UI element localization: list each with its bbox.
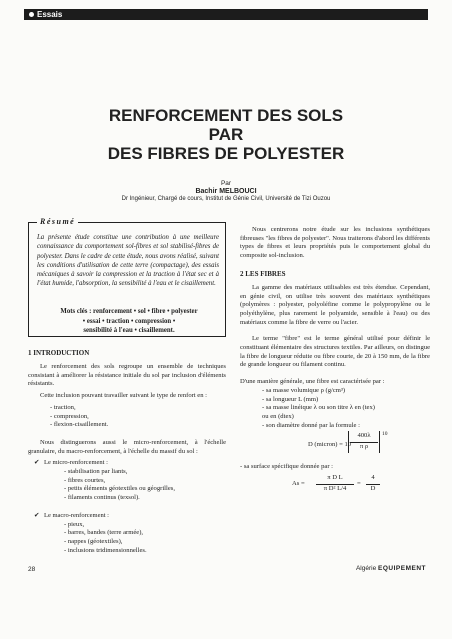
formula-numerator: π D L — [316, 474, 354, 485]
formula-fraction — [316, 474, 354, 493]
formula-equals: = — [357, 480, 361, 488]
left-column — [28, 348, 226, 555]
micro-reinforcement-label: ✔ Le micro-renforcement : — [34, 459, 108, 467]
page-number: 28 — [28, 566, 36, 573]
list-item: - flexion-cisaillement. — [50, 421, 109, 429]
right-column — [240, 226, 430, 496]
formula-exponent: 10 — [382, 431, 388, 438]
formula-lhs: As = — [292, 480, 305, 488]
fibres-intro-paragraph: Nous centrerons notre étude sur les inclusions synthétiques fibreuses "les fibres de polyester". Nous traiterons d'abord les différents types de fibres et leurs propriétés puis le comportement global du composite sol-inclusion. — [240, 226, 430, 260]
specific-surface-formula — [280, 472, 430, 496]
formula-fraction — [366, 474, 380, 493]
fibres-paragraph-3: D'une manière générale, une fibre est caractérisée par : — [240, 378, 385, 386]
list-item: - nappes (géotextiles), — [64, 537, 123, 545]
intro-paragraph-1: Le renforcement des sols regroupe un ensemble de techniques consistant à améliorer la résistance initiale du sol par inclusion d'éléments résistants. — [28, 363, 226, 388]
list-item: - stabilisation par liants, — [64, 468, 128, 476]
fibres-paragraph-2: Le terme "fibre" est le terme général utilisé pour définir le constituant élémentaire des structures textiles. Par ailleurs, on distingue la fibre de longueur réduite ou fibre courte, de 20 à 150 mm, de la fibre de grande longueur ou filament continu. — [240, 335, 430, 369]
diameter-formula — [280, 430, 430, 458]
keywords-line-2: • essai • traction • compression • — [82, 317, 176, 325]
author-affiliation: Dr Ingénieur, Chargé de cours, Institut de Génie Civil, Université de Tizi Ouzou — [121, 196, 331, 202]
article-title-line-2: PAR — [208, 125, 244, 144]
list-item: - fibres courtes, — [64, 476, 106, 484]
abstract-legend: Résumé — [37, 217, 78, 226]
list-item: - compression, — [50, 412, 89, 420]
section-heading-fibres: 2 LES FIBRES — [240, 269, 286, 278]
journal-name — [356, 565, 426, 572]
list-item: - pieux, — [64, 520, 85, 528]
list-item: - inclusions tridimensionnelles. — [64, 546, 147, 554]
keywords-line-3: sensibilité à l'eau • cisaillement. — [83, 327, 175, 334]
intro-paragraph-3: Nous distinguerons aussi le micro-renforcement, à l'échelle granulaire, du macro-renforcement, à l'échelle du massif du sol : — [28, 438, 226, 455]
list-item: - sa longueur L (mm) — [262, 395, 319, 403]
keywords-line-1: Mots clés : renforcement • sol • fibre • polyester — [60, 308, 198, 315]
byline-par: Par — [220, 180, 232, 187]
intro-paragraph-2: Cette inclusion pouvant travailler suivant le type de renfort en : — [40, 392, 207, 400]
section-heading-introduction: 1 INTRODUCTION — [28, 349, 90, 357]
list-item: - sa masse volumique ρ (g/cm³) — [262, 386, 346, 394]
journal-title: EQUIPEMENT — [378, 565, 426, 572]
rubric-label: Essais — [37, 10, 63, 19]
abstract-text: La présente étude constitue une contribution à une meilleure connaissance du comportement sol-fibres et sol stabilisé-fibres de polyester. Dans le cadre de cette étude, nous avons réalisé, suivant les conditions d'utilisation de cette terre (compactage), des essais mécaniques à savoir la compression et la traction à l'état sec et à l'état humide, l'absorption, la sensibilité à l'eau et le cisaillement. — [37, 234, 219, 288]
list-item: - barres, bandes (terre armée), — [64, 529, 144, 537]
formula-numerator: 4 — [366, 474, 380, 485]
bullet-icon — [29, 12, 34, 17]
article-title-line-1: RENFORCEMENT DES SOLS — [108, 106, 344, 125]
list-item: - sa masse linéique λ ou son titre λ en (tex) — [262, 404, 375, 412]
keywords — [37, 307, 221, 336]
fibres-paragraph-4: - sa surface spécifique donnée par : — [240, 463, 334, 471]
checkmark-icon: ✔ — [34, 459, 40, 467]
checkmark-icon: ✔ — [34, 511, 40, 519]
formula-denominator: π D² L/4 — [323, 484, 347, 492]
formula-lhs: D (micron) = 10 — [308, 441, 352, 449]
formula-denominator: D — [370, 484, 376, 492]
list-item: - traction, — [50, 403, 76, 411]
list-item: ou en (dtex) — [262, 412, 294, 420]
formula-denominator: π ρ — [359, 443, 369, 451]
rubric-bar — [24, 9, 428, 20]
formula-fraction — [350, 432, 378, 451]
macro-reinforcement-label: ✔ Le macro-renforcement : — [34, 511, 109, 519]
journal-prefix: Algérie — [355, 565, 377, 572]
list-item: - filaments continus (texsol). — [64, 494, 140, 502]
formula-numerator: 400λ — [350, 432, 378, 443]
list-item: - son diamètre donné par la formule : — [262, 421, 360, 429]
fibres-paragraph-1: La gamme des matériaux utilisables est très étendue. Cependant, en génie civil, on utilise très souvent des matériaux synthétiques (polymères : polyester, polyoléfine comme le polypropylène ou le polyéthylène, plus rarement le polyamide, sensible à l'eau) ou des matériaux comme la fibre de verre ou l'acier. — [240, 283, 430, 326]
author-name: Bachir MELBOUCI — [195, 188, 257, 195]
article-title-line-3: DES FIBRES DE POLYESTER — [107, 144, 345, 163]
abstract-box — [28, 217, 226, 337]
list-item: - petits éléments géotextiles ou géogrilles, — [64, 485, 175, 493]
